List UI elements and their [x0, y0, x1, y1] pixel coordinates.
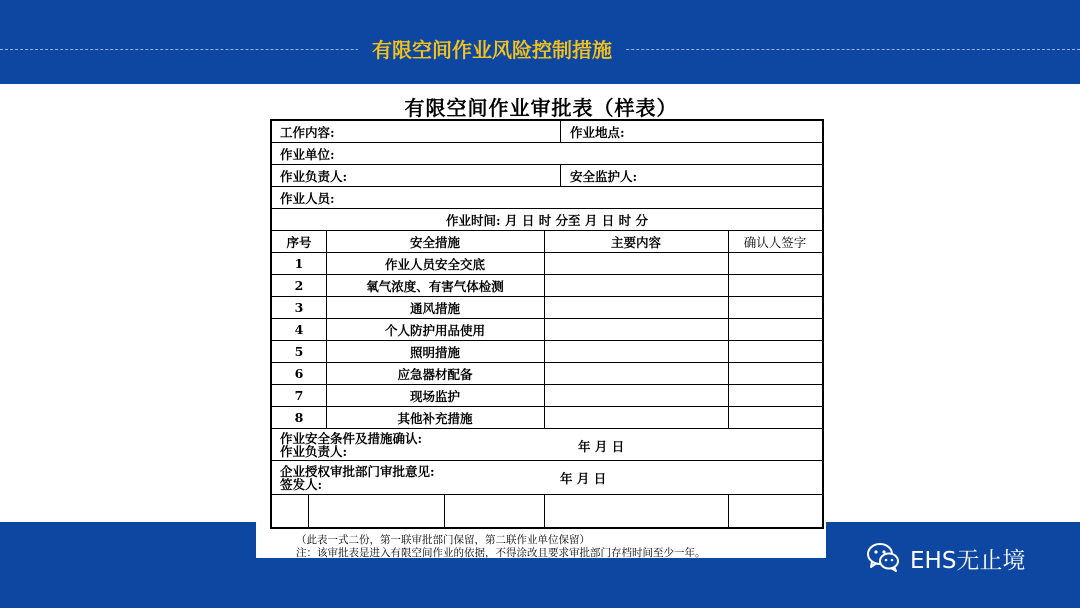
- work-unit-label: 作业单位:: [280, 146, 335, 162]
- row-leader: [272, 165, 822, 187]
- measure-row: [272, 341, 822, 363]
- form-title: 有限空间作业审批表（样表）: [404, 96, 678, 120]
- col-signature-header: 确认人签字: [743, 234, 807, 250]
- approval-line-2: 签发人:: [280, 477, 323, 492]
- confirm-line-2: 作业负责人:: [280, 444, 348, 459]
- measure-name: 其他补充措施: [397, 410, 473, 426]
- approval-form-table: [270, 119, 824, 529]
- confirmation-row: [272, 429, 822, 461]
- row-work-content: [272, 121, 822, 143]
- measure-name: 通风措施: [409, 300, 460, 316]
- measures-header-row: [272, 231, 822, 253]
- row-number: 6: [294, 366, 304, 381]
- measure-row: [272, 297, 822, 319]
- row-workers: [272, 187, 822, 209]
- work-location-label: 作业地点:: [570, 124, 625, 140]
- confirm-date: 年 月 日: [578, 439, 625, 454]
- col-no-header: 序号: [286, 234, 312, 250]
- row-number: 2: [294, 278, 304, 293]
- row-work-unit: [272, 143, 822, 165]
- confirm-line-1: 作业安全条件及措施确认:: [280, 431, 423, 446]
- measure-name: 应急器材配备: [397, 366, 473, 382]
- measure-row: [272, 407, 822, 429]
- row-number: 7: [294, 388, 304, 403]
- row-number: 4: [294, 322, 304, 337]
- measure-row: [272, 275, 822, 297]
- measure-name: 氧气浓度、有害气体检测: [366, 278, 504, 294]
- row-work-time: [272, 209, 822, 231]
- wechat-icon: [866, 540, 900, 574]
- measure-row: [272, 253, 822, 275]
- approval-row: [272, 461, 822, 495]
- approval-form-image: [256, 90, 826, 558]
- measure-row: [272, 363, 822, 385]
- row-number: 3: [294, 300, 304, 315]
- row-number: 1: [294, 256, 304, 271]
- form-note-copies: （此表一式二份，第一联审批部门保留，第二联作业单位保留）: [296, 534, 590, 546]
- measure-name: 现场监护: [409, 388, 460, 404]
- measure-row: [272, 385, 822, 407]
- brand-name: EHS无止境: [910, 548, 1026, 574]
- col-measure-header: 安全措施: [409, 234, 460, 250]
- row-number: 5: [294, 344, 304, 359]
- work-content-label: 工作内容:: [280, 124, 335, 140]
- workers-label: 作业人员:: [280, 190, 335, 206]
- safety-supervisor-label: 安全监护人:: [570, 168, 638, 184]
- work-time-label: 作业时间: 月 日 时 分至 月 日 时 分: [446, 212, 648, 228]
- blank-row: [272, 495, 822, 527]
- col-content-header: 主要内容: [610, 234, 661, 250]
- approval-line-1: 企业授权审批部门审批意见:: [280, 464, 435, 479]
- measure-name: 作业人员安全交底: [384, 256, 485, 272]
- measure-name: 照明措施: [409, 344, 460, 360]
- approval-date: 年 月 日: [560, 471, 607, 486]
- measure-row: [272, 319, 822, 341]
- work-leader-label: 作业负责人:: [280, 168, 348, 184]
- form-note-archive: 注：该审批表是进入有限空间作业的依据，不得涂改且要求审批部门存档时间至少一年。: [296, 547, 706, 559]
- row-number: 8: [294, 410, 304, 425]
- measure-name: 个人防护用品使用: [384, 322, 485, 338]
- slide-title: 有限空间作业风险控制措施: [358, 36, 626, 64]
